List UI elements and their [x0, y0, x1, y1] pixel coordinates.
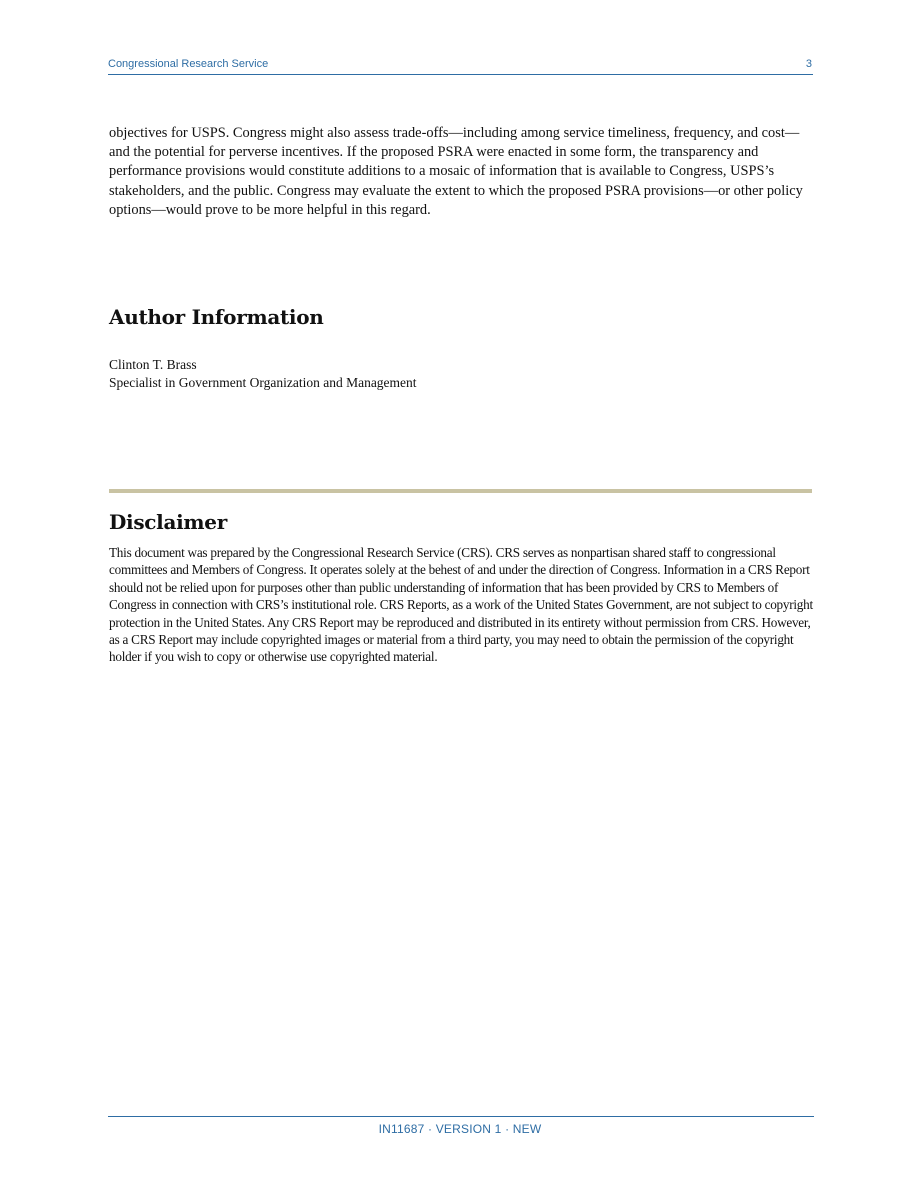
footer-id: IN11687 · VERSION 1 · NEW — [378, 1122, 542, 1136]
author-title: Specialist in Government Organization and Management — [109, 375, 417, 390]
author-name: Clinton T. Brass — [109, 357, 197, 372]
section-divider — [109, 489, 812, 493]
disclaimer-heading: Disclaimer — [109, 510, 227, 534]
footer-divider — [108, 1116, 814, 1117]
page-number: 3 — [805, 58, 812, 70]
page-header — [108, 56, 813, 75]
disclaimer-text: This document was prepared by the Congressional Research Service (CRS). CRS serves as nonpartisan shared staff to congressional committees and Members of Congress. It operates solely at the behest of and under the direction of Congress. Information in a CRS Report should not be relied upon for purposes other than public understanding of information that has been provided by CRS to Members of Congress in connection with CRS’s institutional role. CRS Reports, as a work of the United States Government, are not subject to copyright protection in the United States. Any CRS Report may be reproduced and distributed in its entirety without permission from CRS. However, as a CRS Report may include copyrighted images or material from a third party, you may need to obtain the permission of the copyright holder if you wish to copy or otherwise use copyrighted material. — [109, 545, 813, 665]
header-title: Congressional Research Service — [108, 58, 269, 70]
author-information-heading: Author Information — [109, 305, 324, 329]
body-paragraph: objectives for USPS. Congress might also assess trade-offs—including among service timeliness, frequency, and cost—and the potential for perverse incentives. If the proposed PSRA were enacted in some form, the transparency and performance provisions would constitute additions to a mosaic of information that is available to Congress, USPS’s stakeholders, and the public. Congress may evaluate the extent to which the proposed PSRA provisions—or other policy options—would prove to be more helpful in this regard. — [109, 125, 803, 218]
